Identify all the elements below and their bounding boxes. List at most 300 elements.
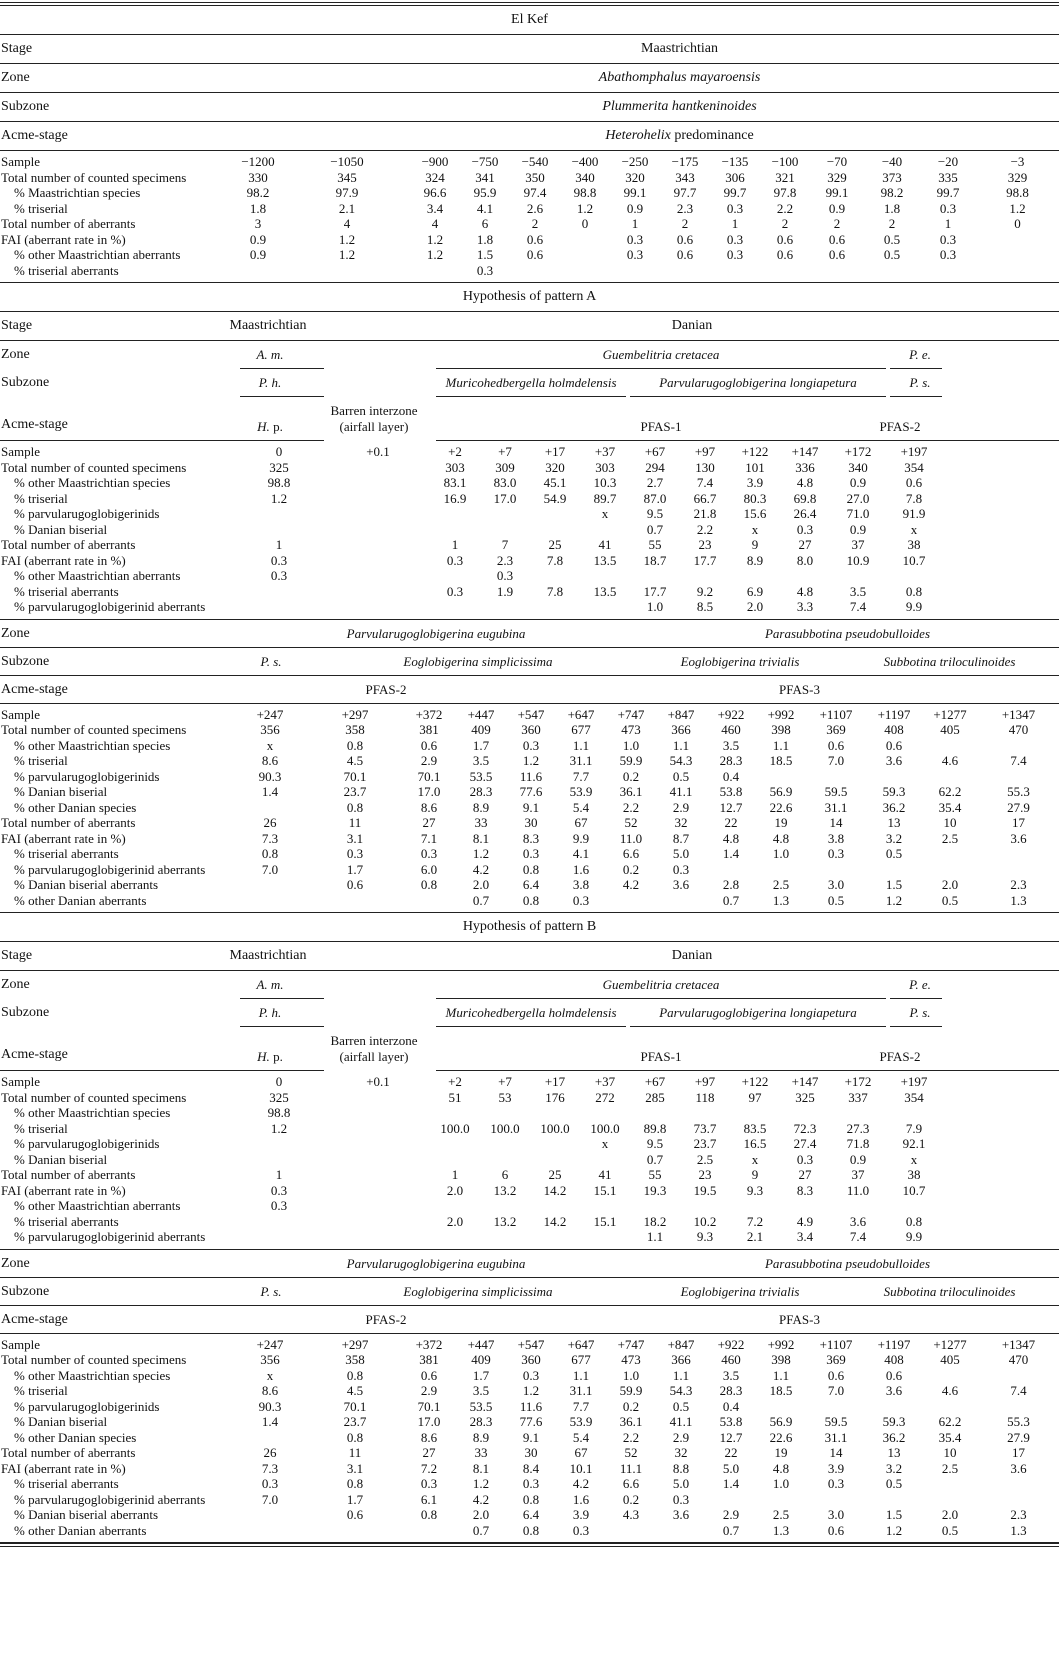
table-cell: 0.5 <box>941 892 959 908</box>
zone-label: Zone <box>1 347 30 362</box>
table-cell: 8.9 <box>746 552 764 568</box>
table-cell: 4.2 <box>472 861 490 877</box>
table-cell: 8.1 <box>472 1460 490 1476</box>
table-cell: 5.4 <box>572 799 590 815</box>
table-cell: 28.3 <box>469 784 493 799</box>
table-cell: +992 <box>767 1336 795 1352</box>
table-row <box>0 1214 1059 1230</box>
table-cell: 71.8 <box>846 1136 870 1151</box>
table-cell: 2.5 <box>696 1151 714 1167</box>
table-cell: 67 <box>574 1445 588 1460</box>
subzone-st: Subbotina triloculinoides <box>883 653 1016 669</box>
table-cell: 408 <box>884 1352 904 1367</box>
table-cell <box>326 1183 430 1199</box>
table-cell: 7.8 <box>546 552 564 568</box>
table-cell: 91.9 <box>902 506 926 521</box>
table-cell <box>232 800 308 816</box>
table-cell <box>560 263 610 279</box>
table-cell: 1.4 <box>722 1476 740 1491</box>
table-cell: +247 <box>256 1336 284 1352</box>
zone-pe: P. e. <box>909 977 931 992</box>
table-cell <box>656 1523 706 1539</box>
table-row <box>0 1121 1059 1137</box>
table-cell: 2.8 <box>722 877 740 892</box>
table-cell: 59.5 <box>824 784 848 799</box>
pattern-data-2 <box>0 1337 1059 1539</box>
table-cell <box>326 1198 430 1214</box>
table-cell: 18.2 <box>643 1213 667 1229</box>
table-cell: 2.3 <box>496 552 514 568</box>
table-cell <box>326 553 430 569</box>
table-cell: 7.2 <box>746 1213 764 1229</box>
table-cell: 6 <box>481 216 489 231</box>
table-cell: +747 <box>617 1336 645 1352</box>
table-cell: 0 <box>1014 216 1021 231</box>
table-cell: x <box>266 737 274 753</box>
zone-value: Abathomphalus mayaroensis <box>598 70 761 85</box>
table-cell: 4 <box>343 216 351 231</box>
row-label: FAI (aberrant rate in %) <box>1 1460 126 1476</box>
table-cell <box>920 263 976 279</box>
table-cell: 10.7 <box>902 552 926 568</box>
table-cell: 350 <box>525 169 545 185</box>
table-cell <box>580 568 630 584</box>
table-cell: 27.9 <box>1007 799 1030 815</box>
table-cell <box>232 599 326 615</box>
table-cell: x <box>601 1136 609 1151</box>
table-cell: 0.3 <box>726 200 744 216</box>
acme-pfas1: PFAS-1 <box>640 419 682 434</box>
table-cell: 325 <box>269 459 289 475</box>
table-cell: 0.7 <box>472 1522 490 1538</box>
table-cell: 27.0 <box>846 490 870 506</box>
table-cell: 0.6 <box>420 1367 438 1383</box>
table-cell: 7.0 <box>261 1491 279 1507</box>
table-cell: 7.4 <box>696 475 714 490</box>
table-cell: 27.9 <box>1007 1429 1030 1445</box>
row-label: % triserial <box>14 1383 68 1398</box>
table-row <box>0 444 1059 460</box>
table-cell: 1.2 <box>426 231 444 247</box>
table-cell: 23.7 <box>343 1414 367 1429</box>
table-cell: 0.3 <box>939 231 957 247</box>
table-cell: 56.9 <box>769 1414 793 1429</box>
subzone-st: Subbotina triloculinoides <box>883 1283 1016 1299</box>
table-cell: 4.1 <box>476 200 494 216</box>
table-cell <box>706 1492 756 1508</box>
table-cell: 381 <box>419 722 439 737</box>
table-cell: +17 <box>544 1074 566 1089</box>
table-cell: 0.7 <box>646 1151 664 1167</box>
table-cell <box>976 247 1059 263</box>
row-label: Total number of counted specimens <box>1 169 187 185</box>
row-label: % Danian biserial <box>14 784 108 799</box>
table-cell: 272 <box>595 1089 615 1105</box>
table-cell: 59.9 <box>619 1383 643 1398</box>
subzone-ph: P. h. <box>258 1005 282 1020</box>
table-cell: 1.8 <box>249 200 267 216</box>
table-cell: 3.9 <box>746 475 764 490</box>
table-cell-empty <box>942 568 1059 584</box>
table-cell: 7.8 <box>905 490 923 506</box>
table-cell: 309 <box>495 459 515 475</box>
row-label: FAI (aberrant rate in %) <box>1 231 126 247</box>
acme-row <box>0 1027 1059 1071</box>
table-cell: 3.0 <box>827 1507 845 1522</box>
table-cell: 17.0 <box>417 1414 441 1429</box>
table-cell: 0.2 <box>622 861 640 877</box>
table-cell: 36.2 <box>882 799 906 815</box>
table-cell: −540 <box>521 154 549 169</box>
acme-hp: H. p. <box>257 419 283 434</box>
table-cell <box>430 1105 480 1121</box>
table-cell: +1277 <box>933 1336 967 1352</box>
row-label: % triserial aberrants <box>14 846 119 861</box>
table-cell <box>430 522 480 538</box>
table-cell <box>656 893 706 909</box>
table-cell: +247 <box>256 706 284 722</box>
table-cell <box>326 522 430 538</box>
table-cell: 31.1 <box>569 753 593 768</box>
table-cell: 2.5 <box>941 1460 959 1476</box>
table-cell: +147 <box>791 444 819 459</box>
table-row <box>0 707 1059 723</box>
table-row <box>0 475 1059 491</box>
table-cell: 0.2 <box>622 1491 640 1507</box>
table-cell: +547 <box>517 706 545 722</box>
table-cell: 55.3 <box>1007 784 1030 799</box>
table-cell: 18.5 <box>769 753 793 768</box>
table-cell: 83.1 <box>443 475 467 490</box>
table-cell-empty <box>942 1105 1059 1121</box>
subzone-label: Subzone <box>1 653 50 669</box>
table-cell: 0.3 <box>270 1182 288 1198</box>
zone-am: A. m. <box>256 347 284 362</box>
table-cell: 8.0 <box>796 552 814 568</box>
zone-row <box>0 64 1059 92</box>
table-cell <box>232 893 308 909</box>
table-cell: 294 <box>645 459 665 475</box>
row-label: % triserial aberrants <box>14 262 119 278</box>
row-label: FAI (aberrant rate in %) <box>1 552 126 568</box>
table-cell: 83.5 <box>743 1120 767 1136</box>
table-cell: 8.6 <box>420 799 438 815</box>
table-cell: 1.8 <box>476 231 494 247</box>
table-cell: 1.2 <box>885 1522 903 1538</box>
table-cell <box>630 1105 680 1121</box>
table-cell <box>756 862 806 878</box>
table-cell: 373 <box>882 169 902 185</box>
barren-interzone: Barren interzone (airfall layer) <box>330 403 418 434</box>
table-cell: +97 <box>694 444 716 459</box>
table-cell: +1107 <box>819 1336 853 1352</box>
table-cell: 0.6 <box>526 231 544 247</box>
table-cell <box>922 1399 978 1415</box>
table-cell: 0.3 <box>270 552 288 568</box>
table-cell <box>756 1399 806 1415</box>
table-cell <box>610 263 660 279</box>
data-table <box>0 2 1059 1547</box>
table-cell: 360 <box>521 1352 541 1367</box>
table-cell <box>480 1198 530 1214</box>
table-cell: 27 <box>422 1445 436 1460</box>
row-label: Total number of counted specimens <box>1 722 187 737</box>
table-cell: 37 <box>851 1167 865 1182</box>
table-cell: 6.1 <box>420 1491 438 1507</box>
table-cell: 3.1 <box>346 1460 364 1476</box>
row-label: % parvularugoglobigerinid aberrants <box>14 599 206 614</box>
table-cell: 306 <box>725 169 745 185</box>
table-row <box>0 232 1059 248</box>
table-cell: 0.6 <box>676 247 694 262</box>
table-cell: 5.0 <box>672 1476 690 1491</box>
table-cell: +67 <box>644 1074 666 1089</box>
table-cell: 1.1 <box>772 737 790 753</box>
table-cell: 17.0 <box>417 784 441 799</box>
table-cell: +847 <box>667 706 695 722</box>
table-cell: 7.1 <box>420 830 438 846</box>
table-row <box>0 784 1059 800</box>
table-cell: 0.8 <box>261 846 279 861</box>
table-cell: −400 <box>571 154 599 169</box>
table-cell: 22 <box>724 815 738 830</box>
table-cell: 11.0 <box>619 830 643 846</box>
table-cell: 3.5 <box>472 753 490 768</box>
table-cell: 0.6 <box>346 877 364 892</box>
row-label: % other Maastrichtian aberrants <box>14 568 181 583</box>
row-label: % parvularugoglobigerinids <box>14 768 160 784</box>
table-cell: 95.9 <box>473 185 497 200</box>
table-cell: +922 <box>717 1336 745 1352</box>
subzone-row <box>0 369 1059 397</box>
table-cell: 0.8 <box>522 861 540 877</box>
table-cell <box>530 568 580 584</box>
row-label: Total number of aberrants <box>1 216 136 231</box>
table-cell: 1.7 <box>346 1491 364 1507</box>
zone-row-2 <box>0 1250 1059 1278</box>
table-cell: x <box>266 1367 274 1383</box>
table-cell: +1347 <box>1001 706 1036 722</box>
table-cell: −100 <box>771 154 799 169</box>
table-cell: 41.1 <box>669 784 693 799</box>
table-cell <box>480 506 530 522</box>
table-cell: 7.0 <box>827 753 845 768</box>
table-cell: 7.2 <box>420 1460 438 1476</box>
table-cell: 9 <box>751 1167 759 1182</box>
table-cell: 354 <box>904 459 924 475</box>
table-cell: 0.3 <box>796 521 814 537</box>
table-cell: 19.3 <box>643 1182 667 1198</box>
table-cell: 2.6 <box>526 200 544 216</box>
table-cell <box>922 1368 978 1384</box>
subzone-pl: Parvularugoglobigerina longiapetura <box>659 1005 857 1020</box>
table-cell: −135 <box>721 154 749 169</box>
table-cell: 0.3 <box>672 861 690 877</box>
row-label: % Danian biserial aberrants <box>14 1507 159 1522</box>
table-cell: 4.1 <box>572 846 590 861</box>
table-cell: 0.6 <box>420 737 438 753</box>
stage-maastrichtian: Maastrichtian <box>229 318 307 333</box>
table-cell: 17 <box>1012 1445 1025 1460</box>
table-cell: 15.1 <box>593 1213 617 1229</box>
table-cell <box>326 537 430 553</box>
table-cell: 2.9 <box>420 1383 438 1398</box>
table-cell <box>530 599 580 615</box>
table-row <box>0 877 1059 893</box>
table-cell <box>978 1399 1059 1415</box>
table-cell: 7.0 <box>827 1383 845 1398</box>
acme-pfas3: PFAS-3 <box>779 1311 820 1327</box>
table-cell: 17.7 <box>693 552 717 568</box>
table-cell: 0.3 <box>626 231 644 247</box>
table-cell: 0.3 <box>572 1522 590 1538</box>
table-cell: 41.1 <box>669 1414 693 1429</box>
table-cell <box>326 1136 430 1152</box>
table-cell: 2 <box>833 216 841 231</box>
table-cell: 1.5 <box>885 1507 903 1522</box>
table-cell <box>308 893 402 909</box>
table-row <box>0 738 1059 754</box>
table-cell: 0.9 <box>249 231 267 247</box>
row-label: % other Maastrichtian species <box>14 475 171 490</box>
table-cell: 0.5 <box>883 231 901 247</box>
table-cell-empty <box>942 1229 1059 1245</box>
table-cell: 4.2 <box>622 877 640 892</box>
table-cell: 55 <box>648 537 662 552</box>
subzone-label: Subzone <box>1 375 50 390</box>
table-cell <box>976 263 1059 279</box>
table-cell: 0.6 <box>676 231 694 247</box>
bottom-rule <box>0 1543 1059 1547</box>
table-cell: 98.8 <box>267 1105 291 1120</box>
table-cell: 6.6 <box>622 1476 640 1491</box>
table-cell: 3.6 <box>1010 830 1027 846</box>
table-cell: 9.1 <box>522 799 540 815</box>
row-label: Sample <box>1 444 40 459</box>
zone-row <box>0 971 1059 999</box>
table-cell: 1.7 <box>472 1367 490 1383</box>
table-cell-empty <box>942 553 1059 569</box>
table-cell: 83.0 <box>493 475 517 490</box>
table-row <box>0 154 1059 170</box>
table-cell: −750 <box>471 154 499 169</box>
table-cell <box>978 738 1059 754</box>
table-cell: 7.0 <box>261 861 279 877</box>
table-cell: 92.1 <box>902 1136 926 1151</box>
table-cell: 31.1 <box>824 799 848 815</box>
table-cell: 358 <box>345 1352 365 1367</box>
table-cell: 0.3 <box>672 1491 690 1507</box>
table-cell: 0.2 <box>622 768 640 784</box>
table-cell: 2.9 <box>672 1429 690 1445</box>
table-row <box>0 1198 1059 1214</box>
table-cell: 1.0 <box>646 599 664 614</box>
zone-pp: Parasubbotina pseudobulloides <box>764 625 931 641</box>
table-cell <box>886 1198 942 1214</box>
table-cell: 0.3 <box>522 737 540 753</box>
table-cell <box>430 1136 480 1152</box>
table-cell: 0.8 <box>346 799 364 815</box>
table-cell: 1.2 <box>522 753 540 768</box>
table-cell: 360 <box>521 722 541 737</box>
table-cell: 0.9 <box>849 475 867 490</box>
table-cell: 3.5 <box>722 1367 740 1383</box>
zone-pp: Parasubbotina pseudobulloides <box>764 1255 931 1271</box>
table-cell: 1.5 <box>476 247 494 262</box>
table-cell: +922 <box>717 706 745 722</box>
table-cell: 70.1 <box>343 768 367 784</box>
table-cell: 325 <box>269 1089 289 1105</box>
table-cell: 1.1 <box>672 737 690 753</box>
acme-pfas2: PFAS-2 <box>365 1311 407 1327</box>
table-cell: 2.1 <box>338 200 356 216</box>
table-cell: 2.7 <box>646 475 664 490</box>
table-cell <box>922 769 978 785</box>
table-cell: +2 <box>448 1074 462 1089</box>
table-row <box>0 1229 1059 1245</box>
table-cell: 4.5 <box>346 1383 364 1398</box>
table-cell: 4.8 <box>772 830 790 846</box>
table-cell: 0.8 <box>346 1367 364 1383</box>
table-cell: 3.2 <box>885 1460 903 1476</box>
table-cell: 8.3 <box>796 1182 814 1198</box>
stage-label: Stage <box>1 41 33 56</box>
table-cell: 17.7 <box>643 583 667 599</box>
table-cell-empty <box>942 491 1059 507</box>
table-cell: 13.2 <box>493 1182 517 1198</box>
table-cell: 2.2 <box>696 521 714 537</box>
table-cell: 1.1 <box>772 1367 790 1383</box>
table-cell <box>232 1507 308 1523</box>
table-cell: 0.4 <box>722 768 740 784</box>
table-cell <box>326 1167 430 1183</box>
zone-gc: Guembelitria cretacea <box>602 977 720 992</box>
table-cell: 53.8 <box>719 784 743 799</box>
table-cell: 356 <box>260 1352 280 1367</box>
table-cell: 26 <box>263 1445 277 1460</box>
table-cell: 320 <box>625 169 645 185</box>
acme-row-2 <box>0 1306 1059 1334</box>
table-cell <box>922 1492 978 1508</box>
table-cell: 325 <box>795 1089 815 1105</box>
table-cell <box>922 1476 978 1492</box>
row-label: % other Danian species <box>14 1429 137 1445</box>
table-cell: 2.0 <box>941 1507 959 1522</box>
table-row <box>0 1399 1059 1415</box>
table-cell: 0.3 <box>270 1198 288 1213</box>
table-cell: 0.3 <box>726 247 744 262</box>
table-cell: 7.3 <box>261 1460 279 1476</box>
table-cell: 2.3 <box>1010 1507 1027 1522</box>
table-cell: 473 <box>621 722 641 737</box>
table-cell: 330 <box>248 169 268 185</box>
table-cell: 62.2 <box>938 784 962 799</box>
table-cell: 6.0 <box>420 861 438 877</box>
subzone-label: Subzone <box>1 1283 50 1299</box>
row-label: % Danian biserial <box>14 521 108 537</box>
table-cell: 2 <box>888 216 896 231</box>
row-label: FAI (aberrant rate in %) <box>1 1182 126 1198</box>
table-cell <box>580 599 630 615</box>
table-cell <box>866 862 922 878</box>
table-cell <box>978 1368 1059 1384</box>
table-cell: 4.9 <box>796 1213 814 1229</box>
table-cell: 0.5 <box>885 1476 903 1491</box>
table-cell <box>756 769 806 785</box>
table-cell: −3 <box>1010 154 1025 169</box>
table-cell: 98.2 <box>246 185 270 200</box>
table-cell-empty <box>942 444 1059 460</box>
